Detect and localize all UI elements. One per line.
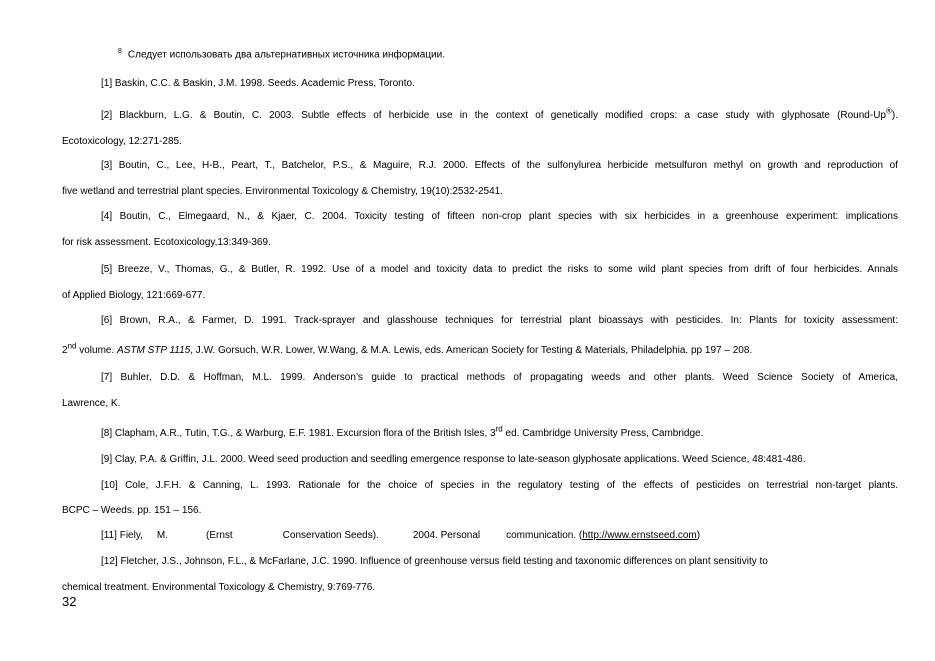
reference-11-org-end: Conservation Seeds). <box>282 530 379 541</box>
reference-12-line-1: [12] Fletcher, J.S., Johnson, F.L., & McFarlane, J.C. 1990. Influence of greenhouse versus field testing and taxonomic differences on plant sensitivity to <box>101 556 768 567</box>
reference-11 <box>101 530 700 542</box>
page-number: 32 <box>62 594 77 609</box>
reference-6-line-1: [6] Brown, R.A., & Farmer, D. 1991. Track-sprayer and glasshouse techniques for terrestrial plant bioassays with pesticides. In: Plants for toxicity assessment: <box>101 315 898 326</box>
reference-5-line-1: [5] Breeze, V., Thomas, G., & Butler, R. 1992. Use of a model and toxicity data to predict the risks to some wild plant species from drift of four herbicides. Annals <box>101 264 898 275</box>
reference-3-line-2: five wetland and terrestrial plant species. Environmental Toxicology & Chemistry, 19(10):2532-2541. <box>62 186 503 197</box>
registered-mark: ® <box>885 106 892 116</box>
reference-2-text: [2] Blackburn, L.G. & Boutin, C. 2003. Subtle effects of herbicide use in the context of genetically modified crops: a case study with glyphosate (Round-Up <box>101 110 886 121</box>
edition-suffix: nd <box>67 341 77 351</box>
reference-1: [1] Baskin, C.C. & Baskin, J.M. 1998. Seeds. Academic Press, Toronto. <box>101 78 415 89</box>
footnote <box>118 46 445 61</box>
reference-4-line-1: [4] Boutin, C., Elmegaard, N., & Kjaer, C. 2004. Toxicity testing of fifteen non-crop plant species with six herbicides in a greenhouse experiment: implications <box>101 211 898 222</box>
reference-12-line-2: chemical treatment. Environmental Toxicology & Chemistry, 9:769-776. <box>62 582 376 593</box>
reference-5-line-2: of Applied Biology, 121:669-677. <box>62 290 206 301</box>
reference-3-line-1: [3] Boutin, C., Lee, H-B., Peart, T., Batchelor, P.S., & Maguire, R.J. 2000. Effects of the sulfonylurea herbicide metsulfuron methyl on growth and reproduction of <box>101 160 898 171</box>
reference-7-line-1: [7] Buhler, D.D. & Hoffman, M.L. 1999. Anderson’s guide to practical methods of propagating weeds and other plants. Weed Science Society of America, <box>101 372 898 383</box>
website-link[interactable]: http://www.ernstseed.com <box>582 530 697 541</box>
reference-6-rest: , J.W. Gorsuch, W.R. Lower, W.Wang, & M.A. Lewis, eds. American Society for Testing & Materials, Philadelphia. pp 197 – 208. <box>190 345 753 356</box>
reference-8-text: [8] Clapham, A.R., Tutin, T.G., & Warburg, E.F. 1981. Excursion flora of the British Isles, 3 <box>101 428 496 439</box>
volume-label: volume. <box>76 345 118 356</box>
reference-2-line-2: Ecotoxicology, 12:271-285. <box>62 136 182 147</box>
footnote-text: Следует использовать два альтернативных источника информации. <box>127 49 445 61</box>
edition-number: 2 <box>62 345 68 356</box>
reference-8-rest: ed. Cambridge University Press, Cambridge. <box>502 428 704 439</box>
footnote-marker: 8 <box>118 48 122 55</box>
reference-7-line-2: Lawrence, K. <box>62 398 121 409</box>
reference-8 <box>101 424 704 440</box>
reference-9: [9] Clay, P.A. & Griffin, J.L. 2000. Weed seed production and seedling emergence response to late-season glyphosate applications. Weed Science, 48:481-486. <box>101 454 806 465</box>
reference-11-year: 2004. Personal <box>412 530 481 541</box>
reference-11-initial: M. <box>156 530 168 541</box>
edition-suffix: rd <box>495 424 503 434</box>
reference-2-line-1 <box>101 106 898 122</box>
reference-11-close: ) <box>696 530 701 541</box>
reference-2-close: ). <box>891 110 898 121</box>
reference-11-org-start: (Ernst <box>205 530 233 541</box>
reference-11-author: [11] Fiely, <box>101 530 143 541</box>
reference-10-line-1: [10] Cole, J.F.H. & Canning, L. 1993. Rationale for the choice of species in the regulatory testing of the effects of pesticides on terrestrial non-target plants. <box>101 480 898 491</box>
reference-11-communication: communication. ( <box>506 530 583 541</box>
reference-10-line-2: BCPC – Weeds. pp. 151 – 156. <box>62 505 202 516</box>
reference-4-line-2: for risk assessment. Ecotoxicology,13:349-369. <box>62 237 271 248</box>
reference-6-line-2 <box>62 341 753 357</box>
series-title: ASTM STP 1115 <box>117 345 191 356</box>
